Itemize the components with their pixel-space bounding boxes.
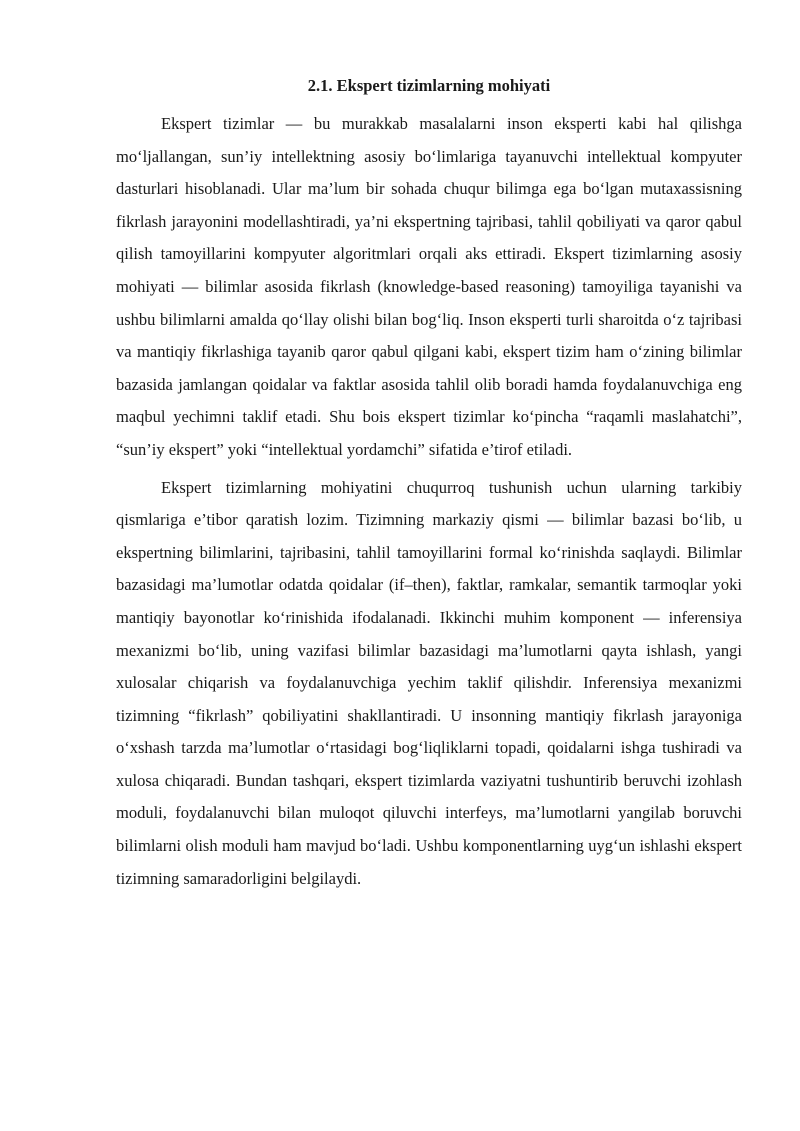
paragraph-1: Ekspert tizimlar — bu murakkab masalalarni inson eksperti kabi hal qilishga mo‘ljallangan, sun’iy intellektning asosiy bo‘limlariga tayanuvchi intellektual kompyuter dasturlari hisoblanadi. Ular ma’lum bir sohada chuqur bilimga ega bo‘lgan mutaxassisning fikrlash jarayonini modellashtiradi, ya’ni ekspertning tajribasi, tahlil qobiliyati va qaror qabul qilish tamoyillarini kompyuter algoritmlari orqali aks ettiradi. Ekspert tizimlarning asosiy mohiyati — bilimlar asosida fikrlash (knowledge-based reasoning) tamoyiliga tayanishi va ushbu bilimlarni amalda qo‘llay olishi bilan bog‘liq. Inson eksperti turli sharoitda o‘z tajribasi va mantiqiy fikrlashiga tayanib qaror qabul qilgani kabi, ekspert tizim ham o‘zining bilimlar bazasida jamlangan qoidalar va faktlar asosida tahlil olib boradi hamda foydalanuvchiga eng maqbul yechimni taklif etadi. Shu bois ekspert tizimlar ko‘pincha “raqamli maslahatchi”, “sun’iy ekspert” yoki “intellektual yordamchi” sifatida e’tirof etiladi. (116, 114, 742, 459)
paragraph-2: Ekspert tizimlarning mohiyatini chuqurroq tushunish uchun ularning tarkibiy qismlariga e’tibor qaratish lozim. Tizimning markaziy qismi — bilimlar bazasi bo‘lib, u ekspertning bilimlarini, tajribasini, tahlil tamoyillarini formal ko‘rinishda saqlaydi. Bilimlar bazasidagi ma’lumotlar odatda qoidalar (if–then), faktlar, ramkalar, semantik tarmoqlar yoki mantiqiy bayonotlar ko‘rinishida ifodalanadi. Ikkinchi muhim komponent — inferensiya mexanizmi bo‘lib, uning vazifasi bilimlar bazasidagi ma’lumotlarni qayta ishlash, yangi xulosalar chiqarish va foydalanuvchiga yechim taklif qilishdir. Inferensiya mexanizmi tizimning “fikrlash” qobiliyatini shakllantiradi. U insonning mantiqiy fikrlash jarayoniga o‘xshash tarzda ma’lumotlar o‘rtasidagi bog‘liqliklarni topadi, qoidalarni ishga tushiradi va xulosa chiqaradi. Bundan tashqari, ekspert tizimlarda vaziyatni tushuntirib beruvchi izohlash moduli, foydalanuvchi bilan muloqot qiluvchi interfeys, ma’lumotlarni yangilab boruvchi bilimlarni olish moduli ham mavjud bo‘ladi. Ushbu komponentlarning uyg‘un ishlashi ekspert tizimning samaradorligini belgilaydi. (116, 477, 742, 888)
document-page (116, 70, 742, 900)
section-title: 2.1. Ekspert tizimlarning mohiyati (307, 76, 551, 95)
